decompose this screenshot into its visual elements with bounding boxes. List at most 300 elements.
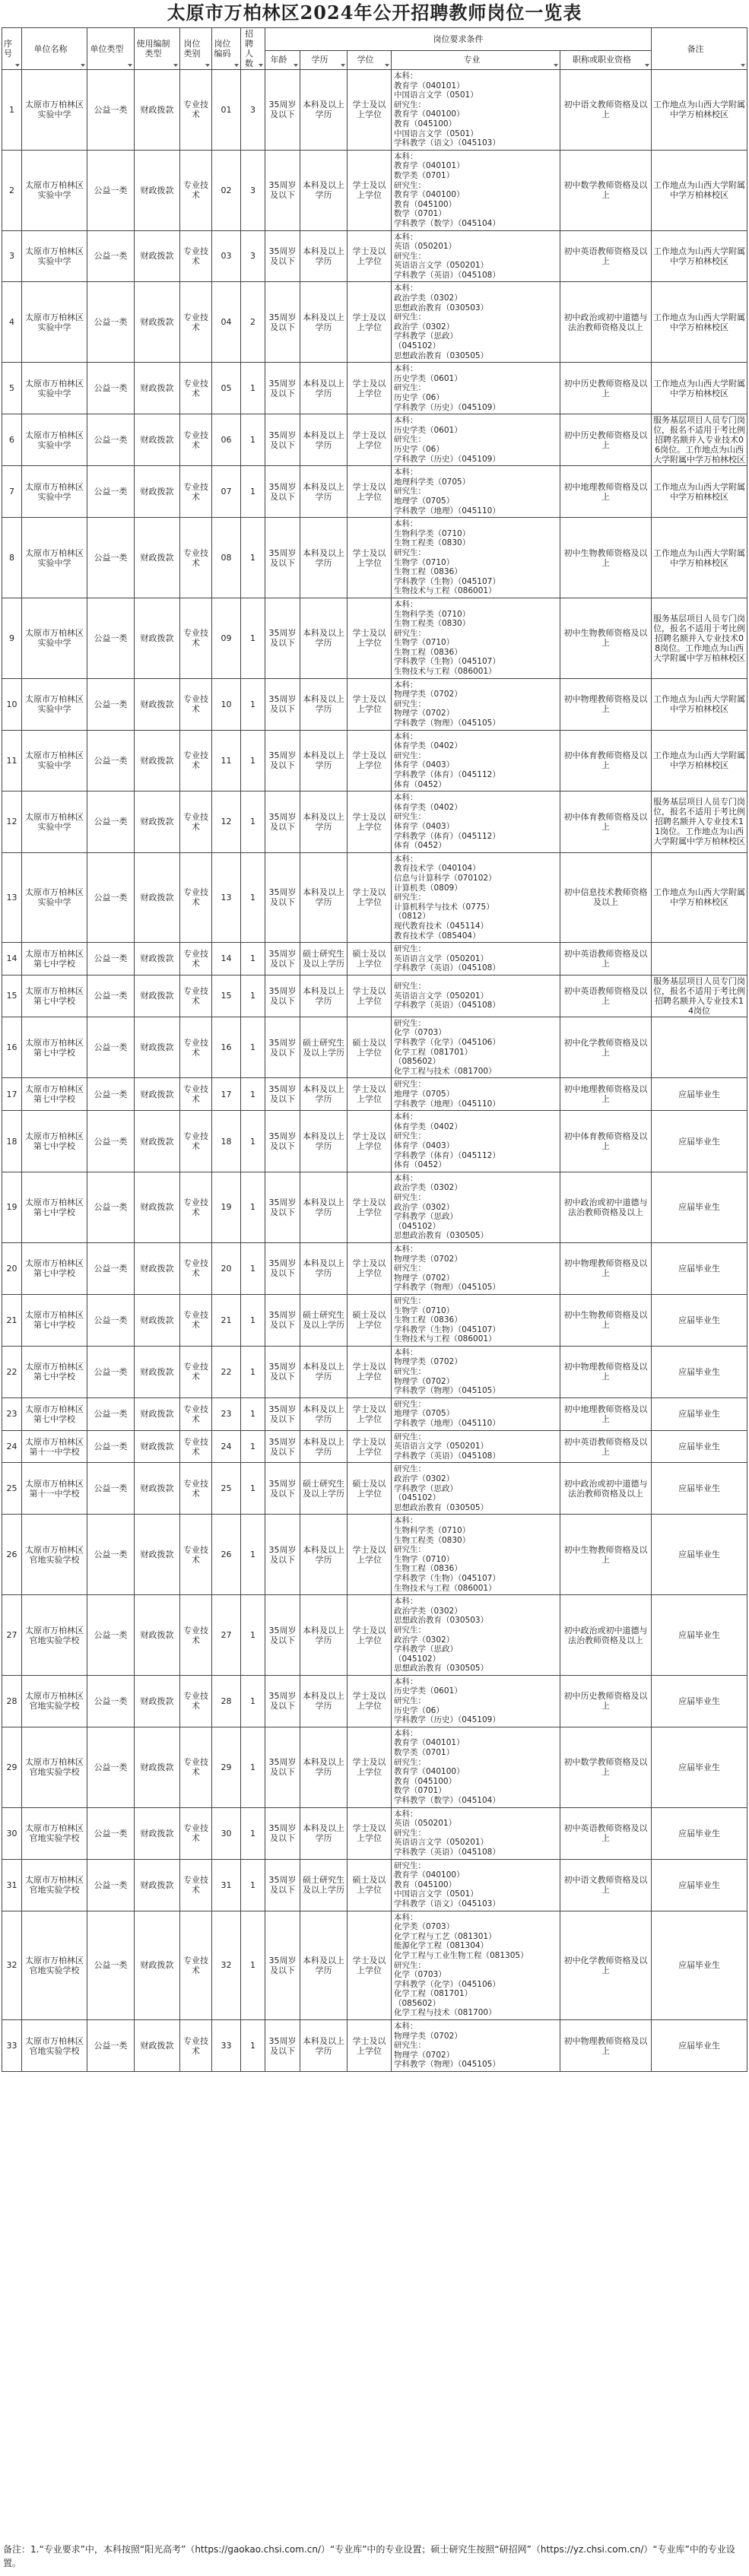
row-cert: 初中英语教师资格及以上 bbox=[560, 975, 652, 1017]
row-age: 35周岁及以下 bbox=[265, 1463, 300, 1515]
row-unit: 太原市万柏林区官地实验学校 bbox=[22, 1727, 87, 1807]
row-post-code: 05 bbox=[212, 363, 241, 414]
row-funding: 财政拨款 bbox=[135, 1911, 180, 2020]
row-edu: 本科及以上学历 bbox=[300, 598, 348, 678]
row-seq: 27 bbox=[2, 1595, 22, 1676]
row-post-code: 25 bbox=[212, 1463, 241, 1515]
table-row bbox=[2, 1463, 747, 1515]
row-unit-type: 公益一类 bbox=[87, 1675, 135, 1727]
row-major: 本科： 体育学类（0402） 研究生： 体育学（0403） 学科教学（体育）（045112） 体育（0452） bbox=[392, 792, 560, 853]
row-major: 本科： 教育技术学（040104） 信息与计算科学（070102） 计算机类（0809） 研究生： 计算机科学与技术（0775） （0812） 现代教育技术（045114） 教育技术学（085404） bbox=[392, 852, 560, 942]
row-unit: 太原市万柏林区实验中学 bbox=[22, 730, 87, 792]
row-major: 本科： 生物科学类（0710） 生物工程类（0830） 研究生： 生物学（0710） 生物工程（0836） 学科教学（生物）（045107） 生物技术与工程（086001） bbox=[392, 598, 560, 678]
row-seq: 16 bbox=[2, 1017, 22, 1078]
row-major: 本科： 历史学类（0601） 研究生： 历史学（06） 学科教学（历史）（045109） bbox=[392, 1675, 560, 1727]
row-degree: 学士及以上学位 bbox=[348, 1515, 392, 1595]
row-age: 35周岁及以下 bbox=[265, 414, 300, 466]
row-edu: 本科及以上学历 bbox=[300, 1807, 348, 1859]
row-seq: 8 bbox=[2, 518, 22, 598]
row-post-code: 23 bbox=[212, 1397, 241, 1430]
row-post-type: 专业技术 bbox=[180, 363, 212, 414]
row-post-type: 专业技术 bbox=[180, 598, 212, 678]
row-post-code: 26 bbox=[212, 1515, 241, 1595]
row-edu: 本科及以上学历 bbox=[300, 1111, 348, 1172]
row-post-type: 专业技术 bbox=[180, 1346, 212, 1397]
row-unit-type: 公益一类 bbox=[87, 1017, 135, 1078]
row-remark: 应届毕业生 bbox=[652, 1242, 747, 1294]
row-cert: 初中政治或初中道德与法治教师资格及以上 bbox=[560, 282, 652, 363]
row-count: 1 bbox=[241, 1397, 265, 1430]
row-cert: 初中化学教师资格及以上 bbox=[560, 1911, 652, 2020]
row-post-type: 专业技术 bbox=[180, 852, 212, 942]
row-remark: 应届毕业生 bbox=[652, 1595, 747, 1676]
header-unit[interactable]: 单位名称 bbox=[22, 28, 87, 70]
row-degree: 学士及以上学位 bbox=[348, 598, 392, 678]
row-edu: 本科及以上学历 bbox=[300, 150, 348, 230]
row-post-type: 专业技术 bbox=[180, 1515, 212, 1595]
row-post-code: 33 bbox=[212, 2020, 241, 2072]
row-edu: 本科及以上学历 bbox=[300, 792, 348, 853]
header-funding[interactable]: 使用编制类型 bbox=[135, 28, 180, 70]
row-edu: 本科及以上学历 bbox=[300, 730, 348, 792]
row-unit-type: 公益一类 bbox=[87, 1859, 135, 1911]
row-edu: 本科及以上学历 bbox=[300, 518, 348, 598]
row-post-code: 01 bbox=[212, 70, 241, 151]
row-major: 本科： 体育学类（0402） 研究生： 体育学（0403） 学科教学（体育）（045112） 体育（0452） bbox=[392, 730, 560, 792]
row-edu: 本科及以上学历 bbox=[300, 1911, 348, 2020]
row-seq: 30 bbox=[2, 1807, 22, 1859]
row-remark: 应届毕业生 bbox=[652, 1911, 747, 2020]
row-funding: 财政拨款 bbox=[135, 792, 180, 853]
row-unit-type: 公益一类 bbox=[87, 730, 135, 792]
row-remark: 应届毕业生 bbox=[652, 1430, 747, 1463]
row-count: 1 bbox=[241, 1675, 265, 1727]
row-cert: 初中数学教师资格及以上 bbox=[560, 1727, 652, 1807]
row-post-code: 20 bbox=[212, 1242, 241, 1294]
row-major: 本科： 教育学（040101） 数学类（0701） 研究生： 教育学（040100） 教育（045100） 数学（0701） 学科教学（数学）（045104） bbox=[392, 150, 560, 230]
row-funding: 财政拨款 bbox=[135, 466, 180, 518]
row-remark: 工作地点为山西大学附属中学万柏林校区 bbox=[652, 466, 747, 518]
row-unit-type: 公益一类 bbox=[87, 1430, 135, 1463]
row-degree: 学士及以上学位 bbox=[348, 2020, 392, 2072]
row-age: 35周岁及以下 bbox=[265, 730, 300, 792]
table-row bbox=[2, 678, 747, 730]
row-post-type: 专业技术 bbox=[180, 1911, 212, 2020]
row-age: 35周岁及以下 bbox=[265, 1859, 300, 1911]
row-major: 研究生： 英语语言文学（050201） 学科教学（英语）（045108） bbox=[392, 943, 560, 976]
row-count: 1 bbox=[241, 363, 265, 414]
row-cert: 初中英语教师资格及以上 bbox=[560, 1430, 652, 1463]
row-age: 35周岁及以下 bbox=[265, 150, 300, 230]
row-funding: 财政拨款 bbox=[135, 975, 180, 1017]
row-remark: 应届毕业生 bbox=[652, 1727, 747, 1807]
row-post-type: 专业技术 bbox=[180, 1807, 212, 1859]
table-row bbox=[2, 1595, 747, 1676]
header-count[interactable]: 招聘人数 bbox=[241, 28, 265, 70]
row-edu: 本科及以上学历 bbox=[300, 282, 348, 363]
row-remark: 应届毕业生 bbox=[652, 1463, 747, 1515]
row-edu: 硕士研究生及以上学历 bbox=[300, 1294, 348, 1346]
row-funding: 财政拨款 bbox=[135, 1242, 180, 1294]
row-post-type: 专业技术 bbox=[180, 2020, 212, 2072]
row-degree: 学士及以上学位 bbox=[348, 230, 392, 282]
row-cert: 初中数学教师资格及以上 bbox=[560, 150, 652, 230]
row-post-type: 专业技术 bbox=[180, 1859, 212, 1911]
header-post-code[interactable]: 岗位编码 bbox=[212, 28, 241, 70]
row-funding: 财政拨款 bbox=[135, 1346, 180, 1397]
row-unit-type: 公益一类 bbox=[87, 70, 135, 151]
row-seq: 6 bbox=[2, 414, 22, 466]
row-degree: 学士及以上学位 bbox=[348, 70, 392, 151]
row-funding: 财政拨款 bbox=[135, 1675, 180, 1727]
row-unit: 太原市万柏林区官地实验学校 bbox=[22, 1807, 87, 1859]
row-unit: 太原市万柏林区官地实验学校 bbox=[22, 1595, 87, 1676]
row-cert: 初中物理教师资格及以上 bbox=[560, 1346, 652, 1397]
row-age: 35周岁及以下 bbox=[265, 1807, 300, 1859]
row-post-type: 专业技术 bbox=[180, 1078, 212, 1111]
table-row bbox=[2, 1397, 747, 1430]
row-age: 35周岁及以下 bbox=[265, 598, 300, 678]
row-major: 本科： 历史学类（0601） 研究生： 历史学（06） 学科教学（历史）（045109） bbox=[392, 363, 560, 414]
row-degree: 学士及以上学位 bbox=[348, 1595, 392, 1676]
row-age: 35周岁及以下 bbox=[265, 70, 300, 151]
row-unit: 太原市万柏林区实验中学 bbox=[22, 852, 87, 942]
row-seq: 28 bbox=[2, 1675, 22, 1727]
row-seq: 10 bbox=[2, 678, 22, 730]
row-post-code: 07 bbox=[212, 466, 241, 518]
row-unit-type: 公益一类 bbox=[87, 363, 135, 414]
row-post-type: 专业技术 bbox=[180, 282, 212, 363]
row-remark: 工作地点为山西大学附属中学万柏林校区 bbox=[652, 70, 747, 151]
row-post-type: 专业技术 bbox=[180, 1111, 212, 1172]
row-remark: 服务基层项目人员专门岗位，报名不适用于考比例招聘名额并入专业技术14岗位 bbox=[652, 975, 747, 1017]
row-degree: 硕士及以上学位 bbox=[348, 1017, 392, 1078]
row-degree: 硕士及以上学位 bbox=[348, 1859, 392, 1911]
row-degree: 学士及以上学位 bbox=[348, 1911, 392, 2020]
header-seq[interactable]: 序号 bbox=[2, 28, 22, 70]
table-row bbox=[2, 414, 747, 466]
row-unit: 太原市万柏林区第七中学校 bbox=[22, 1294, 87, 1346]
row-degree: 学士及以上学位 bbox=[348, 150, 392, 230]
row-post-code: 30 bbox=[212, 1807, 241, 1859]
row-unit: 太原市万柏林区第七中学校 bbox=[22, 1397, 87, 1430]
row-funding: 财政拨款 bbox=[135, 598, 180, 678]
row-count: 1 bbox=[241, 466, 265, 518]
row-funding: 财政拨款 bbox=[135, 1294, 180, 1346]
row-unit: 太原市万柏林区实验中学 bbox=[22, 150, 87, 230]
row-remark: 工作地点为山西大学附属中学万柏林校区 bbox=[652, 230, 747, 282]
row-unit: 太原市万柏林区第十一中学校 bbox=[22, 1463, 87, 1515]
row-major: 本科： 英语（050201） 研究生： 英语语言文学（050201） 学科教学（英语）（045108） bbox=[392, 230, 560, 282]
row-remark: 工作地点为山西大学附属中学万柏林校区 bbox=[652, 363, 747, 414]
row-post-type: 专业技术 bbox=[180, 1675, 212, 1727]
row-age: 35周岁及以下 bbox=[265, 1172, 300, 1242]
row-unit-type: 公益一类 bbox=[87, 678, 135, 730]
row-funding: 财政拨款 bbox=[135, 1017, 180, 1078]
row-edu: 本科及以上学历 bbox=[300, 230, 348, 282]
table-row bbox=[2, 852, 747, 942]
row-remark: 应届毕业生 bbox=[652, 1515, 747, 1595]
row-post-code: 10 bbox=[212, 678, 241, 730]
row-unit: 太原市万柏林区实验中学 bbox=[22, 598, 87, 678]
row-post-type: 专业技术 bbox=[180, 1595, 212, 1676]
row-age: 35周岁及以下 bbox=[265, 1515, 300, 1595]
table-row bbox=[2, 1675, 747, 1727]
header-conditions: 岗位要求条件 bbox=[265, 28, 652, 51]
header-cert[interactable]: 职称或职业资格 bbox=[560, 50, 652, 69]
row-cert: 初中化学教师资格及以上 bbox=[560, 1017, 652, 1078]
row-cert: 初中地理教师资格及以上 bbox=[560, 1078, 652, 1111]
table-row bbox=[2, 2020, 747, 2072]
row-edu: 本科及以上学历 bbox=[300, 1242, 348, 1294]
row-cert: 初中生物教师资格及以上 bbox=[560, 1515, 652, 1595]
row-degree: 学士及以上学位 bbox=[348, 678, 392, 730]
row-edu: 本科及以上学历 bbox=[300, 70, 348, 151]
row-unit-type: 公益一类 bbox=[87, 1515, 135, 1595]
row-major: 研究生： 教育学（040100） 教育（045100） 中国语言文学（0501） 学科教学（语文）（045103） bbox=[392, 1859, 560, 1911]
row-edu: 本科及以上学历 bbox=[300, 1727, 348, 1807]
row-remark: 应届毕业生 bbox=[652, 1397, 747, 1430]
table-row bbox=[2, 1911, 747, 2020]
row-major: 本科： 生物科学类（0710） 生物工程类（0830） 研究生： 生物学（0710） 生物工程（0836） 学科教学（生物）（045107） 生物技术与工程（086001） bbox=[392, 1515, 560, 1595]
row-degree: 学士及以上学位 bbox=[348, 1807, 392, 1859]
row-unit-type: 公益一类 bbox=[87, 1078, 135, 1111]
row-age: 35周岁及以下 bbox=[265, 943, 300, 976]
row-funding: 财政拨款 bbox=[135, 1172, 180, 1242]
row-count: 1 bbox=[241, 730, 265, 792]
row-seq: 11 bbox=[2, 730, 22, 792]
row-degree: 学士及以上学位 bbox=[348, 414, 392, 466]
row-cert: 初中生物教师资格及以上 bbox=[560, 1294, 652, 1346]
recruitment-table bbox=[2, 27, 747, 2072]
row-major: 研究生： 生物学（0710） 生物工程（0836） 学科教学（生物）（045107） 生物技术与工程（086001） bbox=[392, 1294, 560, 1346]
row-remark: 工作地点为山西大学附属中学万柏林校区 bbox=[652, 518, 747, 598]
row-unit-type: 公益一类 bbox=[87, 975, 135, 1017]
row-post-type: 专业技术 bbox=[180, 414, 212, 466]
row-major: 研究生： 政治学（0302） 学科教学（思政） （045102） 思想政治教育（030505） bbox=[392, 1463, 560, 1515]
row-remark: 工作地点为山西大学附属中学万柏林校区 bbox=[652, 852, 747, 942]
row-seq: 15 bbox=[2, 975, 22, 1017]
row-funding: 财政拨款 bbox=[135, 1111, 180, 1172]
row-degree: 学士及以上学位 bbox=[348, 1430, 392, 1463]
row-cert: 初中政治或初中道德与法治教师资格及以上 bbox=[560, 1172, 652, 1242]
row-cert: 初中信息技术教师资格及以上 bbox=[560, 852, 652, 942]
row-major: 研究生： 化学（0703） 学科教学（化学）（045106） 化学工程（081701） （085602） 化学工程与技术（081700） bbox=[392, 1017, 560, 1078]
row-funding: 财政拨款 bbox=[135, 1078, 180, 1111]
row-funding: 财政拨款 bbox=[135, 1727, 180, 1807]
row-cert: 初中政治或初中道德与法治教师资格及以上 bbox=[560, 1463, 652, 1515]
row-count: 1 bbox=[241, 1727, 265, 1807]
row-count: 1 bbox=[241, 1430, 265, 1463]
table-row bbox=[2, 1242, 747, 1294]
row-degree: 学士及以上学位 bbox=[348, 975, 392, 1017]
row-remark: 工作地点为山西大学附属中学万柏林校区 bbox=[652, 150, 747, 230]
table-row bbox=[2, 1727, 747, 1807]
row-unit: 太原市万柏林区官地实验学校 bbox=[22, 1515, 87, 1595]
table-row bbox=[2, 1111, 747, 1172]
table-row bbox=[2, 518, 747, 598]
table-row bbox=[2, 466, 747, 518]
row-post-code: 11 bbox=[212, 730, 241, 792]
row-unit-type: 公益一类 bbox=[87, 1463, 135, 1515]
row-edu: 本科及以上学历 bbox=[300, 852, 348, 942]
row-unit: 太原市万柏林区实验中学 bbox=[22, 70, 87, 151]
row-seq: 12 bbox=[2, 792, 22, 853]
row-funding: 财政拨款 bbox=[135, 282, 180, 363]
row-degree: 硕士及以上学位 bbox=[348, 943, 392, 976]
row-count: 1 bbox=[241, 1515, 265, 1595]
row-seq: 29 bbox=[2, 1727, 22, 1807]
row-seq: 2 bbox=[2, 150, 22, 230]
row-seq: 25 bbox=[2, 1463, 22, 1515]
row-seq: 4 bbox=[2, 282, 22, 363]
row-funding: 财政拨款 bbox=[135, 1807, 180, 1859]
table-row bbox=[2, 282, 747, 363]
row-seq: 32 bbox=[2, 1911, 22, 2020]
row-post-code: 17 bbox=[212, 1078, 241, 1111]
header-unit-type[interactable]: 单位类型 bbox=[87, 28, 135, 70]
row-post-type: 专业技术 bbox=[180, 792, 212, 853]
row-major: 本科： 地理科学类（0705） 研究生： 地理学（0705） 学科教学（地理）（045110） bbox=[392, 466, 560, 518]
row-cert: 初中历史教师资格及以上 bbox=[560, 1675, 652, 1727]
row-age: 35周岁及以下 bbox=[265, 363, 300, 414]
row-major: 本科： 教育学（040101） 中国语言文学（0501） 研究生： 教育学（040100） 教育（045100） 中国语言文学（0501） 学科教学（语文）（045103） bbox=[392, 70, 560, 151]
row-count: 1 bbox=[241, 792, 265, 853]
row-count: 1 bbox=[241, 1078, 265, 1111]
row-post-code: 24 bbox=[212, 1430, 241, 1463]
row-post-type: 专业技术 bbox=[180, 1727, 212, 1807]
row-post-type: 专业技术 bbox=[180, 1017, 212, 1078]
row-count: 1 bbox=[241, 1242, 265, 1294]
row-cert: 初中英语教师资格及以上 bbox=[560, 1807, 652, 1859]
row-unit: 太原市万柏林区实验中学 bbox=[22, 282, 87, 363]
row-post-code: 13 bbox=[212, 852, 241, 942]
row-unit-type: 公益一类 bbox=[87, 230, 135, 282]
row-edu: 本科及以上学历 bbox=[300, 1078, 348, 1111]
row-count: 1 bbox=[241, 1017, 265, 1078]
row-unit: 太原市万柏林区实验中学 bbox=[22, 230, 87, 282]
header-remark[interactable]: 备注 bbox=[652, 28, 747, 70]
row-funding: 财政拨款 bbox=[135, 2020, 180, 2072]
row-edu: 本科及以上学历 bbox=[300, 466, 348, 518]
row-age: 35周岁及以下 bbox=[265, 282, 300, 363]
row-unit-type: 公益一类 bbox=[87, 518, 135, 598]
row-funding: 财政拨款 bbox=[135, 1859, 180, 1911]
row-degree: 学士及以上学位 bbox=[348, 1675, 392, 1727]
row-unit: 太原市万柏林区实验中学 bbox=[22, 678, 87, 730]
row-unit-type: 公益一类 bbox=[87, 1111, 135, 1172]
table-row bbox=[2, 1859, 747, 1911]
row-count: 1 bbox=[241, 518, 265, 598]
header-major[interactable]: 专业 bbox=[392, 50, 560, 69]
row-unit: 太原市万柏林区第十一中学校 bbox=[22, 1430, 87, 1463]
row-remark bbox=[652, 943, 747, 976]
row-post-code: 03 bbox=[212, 230, 241, 282]
row-count: 1 bbox=[241, 1595, 265, 1676]
row-unit-type: 公益一类 bbox=[87, 598, 135, 678]
row-funding: 财政拨款 bbox=[135, 363, 180, 414]
row-remark: 工作地点为山西大学附属中学万柏林校区 bbox=[652, 730, 747, 792]
row-funding: 财政拨款 bbox=[135, 678, 180, 730]
row-post-code: 21 bbox=[212, 1294, 241, 1346]
row-funding: 财政拨款 bbox=[135, 1463, 180, 1515]
table-row bbox=[2, 1078, 747, 1111]
row-remark: 应届毕业生 bbox=[652, 1172, 747, 1242]
table-row bbox=[2, 1017, 747, 1078]
row-unit: 太原市万柏林区实验中学 bbox=[22, 363, 87, 414]
row-funding: 财政拨款 bbox=[135, 1595, 180, 1676]
row-cert: 初中历史教师资格及以上 bbox=[560, 414, 652, 466]
row-remark: 应届毕业生 bbox=[652, 1346, 747, 1397]
row-major: 本科： 物理学类（0702） 研究生： 物理学（0702） 学科教学（物理）（045105） bbox=[392, 1346, 560, 1397]
row-age: 35周岁及以下 bbox=[265, 975, 300, 1017]
row-count: 1 bbox=[241, 943, 265, 976]
row-unit-type: 公益一类 bbox=[87, 1727, 135, 1807]
row-major: 研究生： 英语语言文学（050201） 学科教学（英语）（045108） bbox=[392, 1430, 560, 1463]
row-degree: 学士及以上学位 bbox=[348, 1346, 392, 1397]
row-degree: 硕士及以上学位 bbox=[348, 1463, 392, 1515]
row-seq: 5 bbox=[2, 363, 22, 414]
row-edu: 硕士研究生及以上学历 bbox=[300, 943, 348, 976]
row-degree: 学士及以上学位 bbox=[348, 1242, 392, 1294]
row-cert: 初中物理教师资格及以上 bbox=[560, 678, 652, 730]
row-age: 35周岁及以下 bbox=[265, 1397, 300, 1430]
row-remark bbox=[652, 1017, 747, 1078]
row-seq: 18 bbox=[2, 1111, 22, 1172]
row-degree: 学士及以上学位 bbox=[348, 792, 392, 853]
row-unit: 太原市万柏林区官地实验学校 bbox=[22, 2020, 87, 2072]
header-post-type[interactable]: 岗位类别 bbox=[180, 28, 212, 70]
row-unit: 太原市万柏林区实验中学 bbox=[22, 792, 87, 853]
row-unit: 太原市万柏林区第七中学校 bbox=[22, 1172, 87, 1242]
row-age: 35周岁及以下 bbox=[265, 2020, 300, 2072]
row-major: 本科： 化学类（0703） 化学工程与工艺（081301） 能源化学工程（081304） 化学工程与工业生物工程（081305） 研究生： 化学（0703） 学科教学（化学）（045106） 化学工程（081701） （085602） 化学工程与技术（081700） bbox=[392, 1911, 560, 2020]
row-unit: 太原市万柏林区第七中学校 bbox=[22, 1346, 87, 1397]
row-major: 本科： 体育学类（0402） 研究生： 体育学（0403） 学科教学（体育）（045112） 体育（0452） bbox=[392, 1111, 560, 1172]
row-cert: 初中体育教师资格及以上 bbox=[560, 730, 652, 792]
row-major: 研究生： 英语语言文学（050201） 学科教学（英语）（045108） bbox=[392, 975, 560, 1017]
row-major: 本科： 物理学类（0702） 研究生： 物理学（0702） 学科教学（物理）（045105） bbox=[392, 678, 560, 730]
row-edu: 本科及以上学历 bbox=[300, 1675, 348, 1727]
row-unit: 太原市万柏林区官地实验学校 bbox=[22, 1911, 87, 2020]
row-unit-type: 公益一类 bbox=[87, 150, 135, 230]
header-age[interactable]: 年龄 bbox=[265, 50, 300, 69]
row-edu: 本科及以上学历 bbox=[300, 1595, 348, 1676]
row-count: 1 bbox=[241, 1172, 265, 1242]
row-major: 本科： 物理学类（0702） 研究生： 物理学（0702） 学科教学（物理）（045105） bbox=[392, 2020, 560, 2072]
row-post-type: 专业技术 bbox=[180, 70, 212, 151]
row-post-code: 08 bbox=[212, 518, 241, 598]
row-funding: 财政拨款 bbox=[135, 230, 180, 282]
row-count: 1 bbox=[241, 1294, 265, 1346]
row-cert: 初中语文教师资格及以上 bbox=[560, 1859, 652, 1911]
row-post-code: 14 bbox=[212, 943, 241, 976]
row-post-type: 专业技术 bbox=[180, 230, 212, 282]
header-edu[interactable]: 学历 bbox=[300, 50, 348, 69]
row-post-code: 02 bbox=[212, 150, 241, 230]
row-seq: 24 bbox=[2, 1430, 22, 1463]
row-degree: 学士及以上学位 bbox=[348, 730, 392, 792]
row-post-type: 专业技术 bbox=[180, 1463, 212, 1515]
table-row bbox=[2, 1807, 747, 1859]
row-funding: 财政拨款 bbox=[135, 730, 180, 792]
row-remark: 应届毕业生 bbox=[652, 1859, 747, 1911]
row-post-type: 专业技术 bbox=[180, 1397, 212, 1430]
row-funding: 财政拨款 bbox=[135, 852, 180, 942]
footnote: 备注：1.“专业要求”中，本科按照“阳光高考”（https://gaokao.chsi.com.cn/）“专业库”中的专业设置；硕士研究生按照“研招网”（https://yz.chsi.com.cn/）“专业库”中的专业设置。 bbox=[3, 2544, 735, 2568]
row-post-code: 09 bbox=[212, 598, 241, 678]
header-degree[interactable]: 学位 bbox=[348, 50, 392, 69]
